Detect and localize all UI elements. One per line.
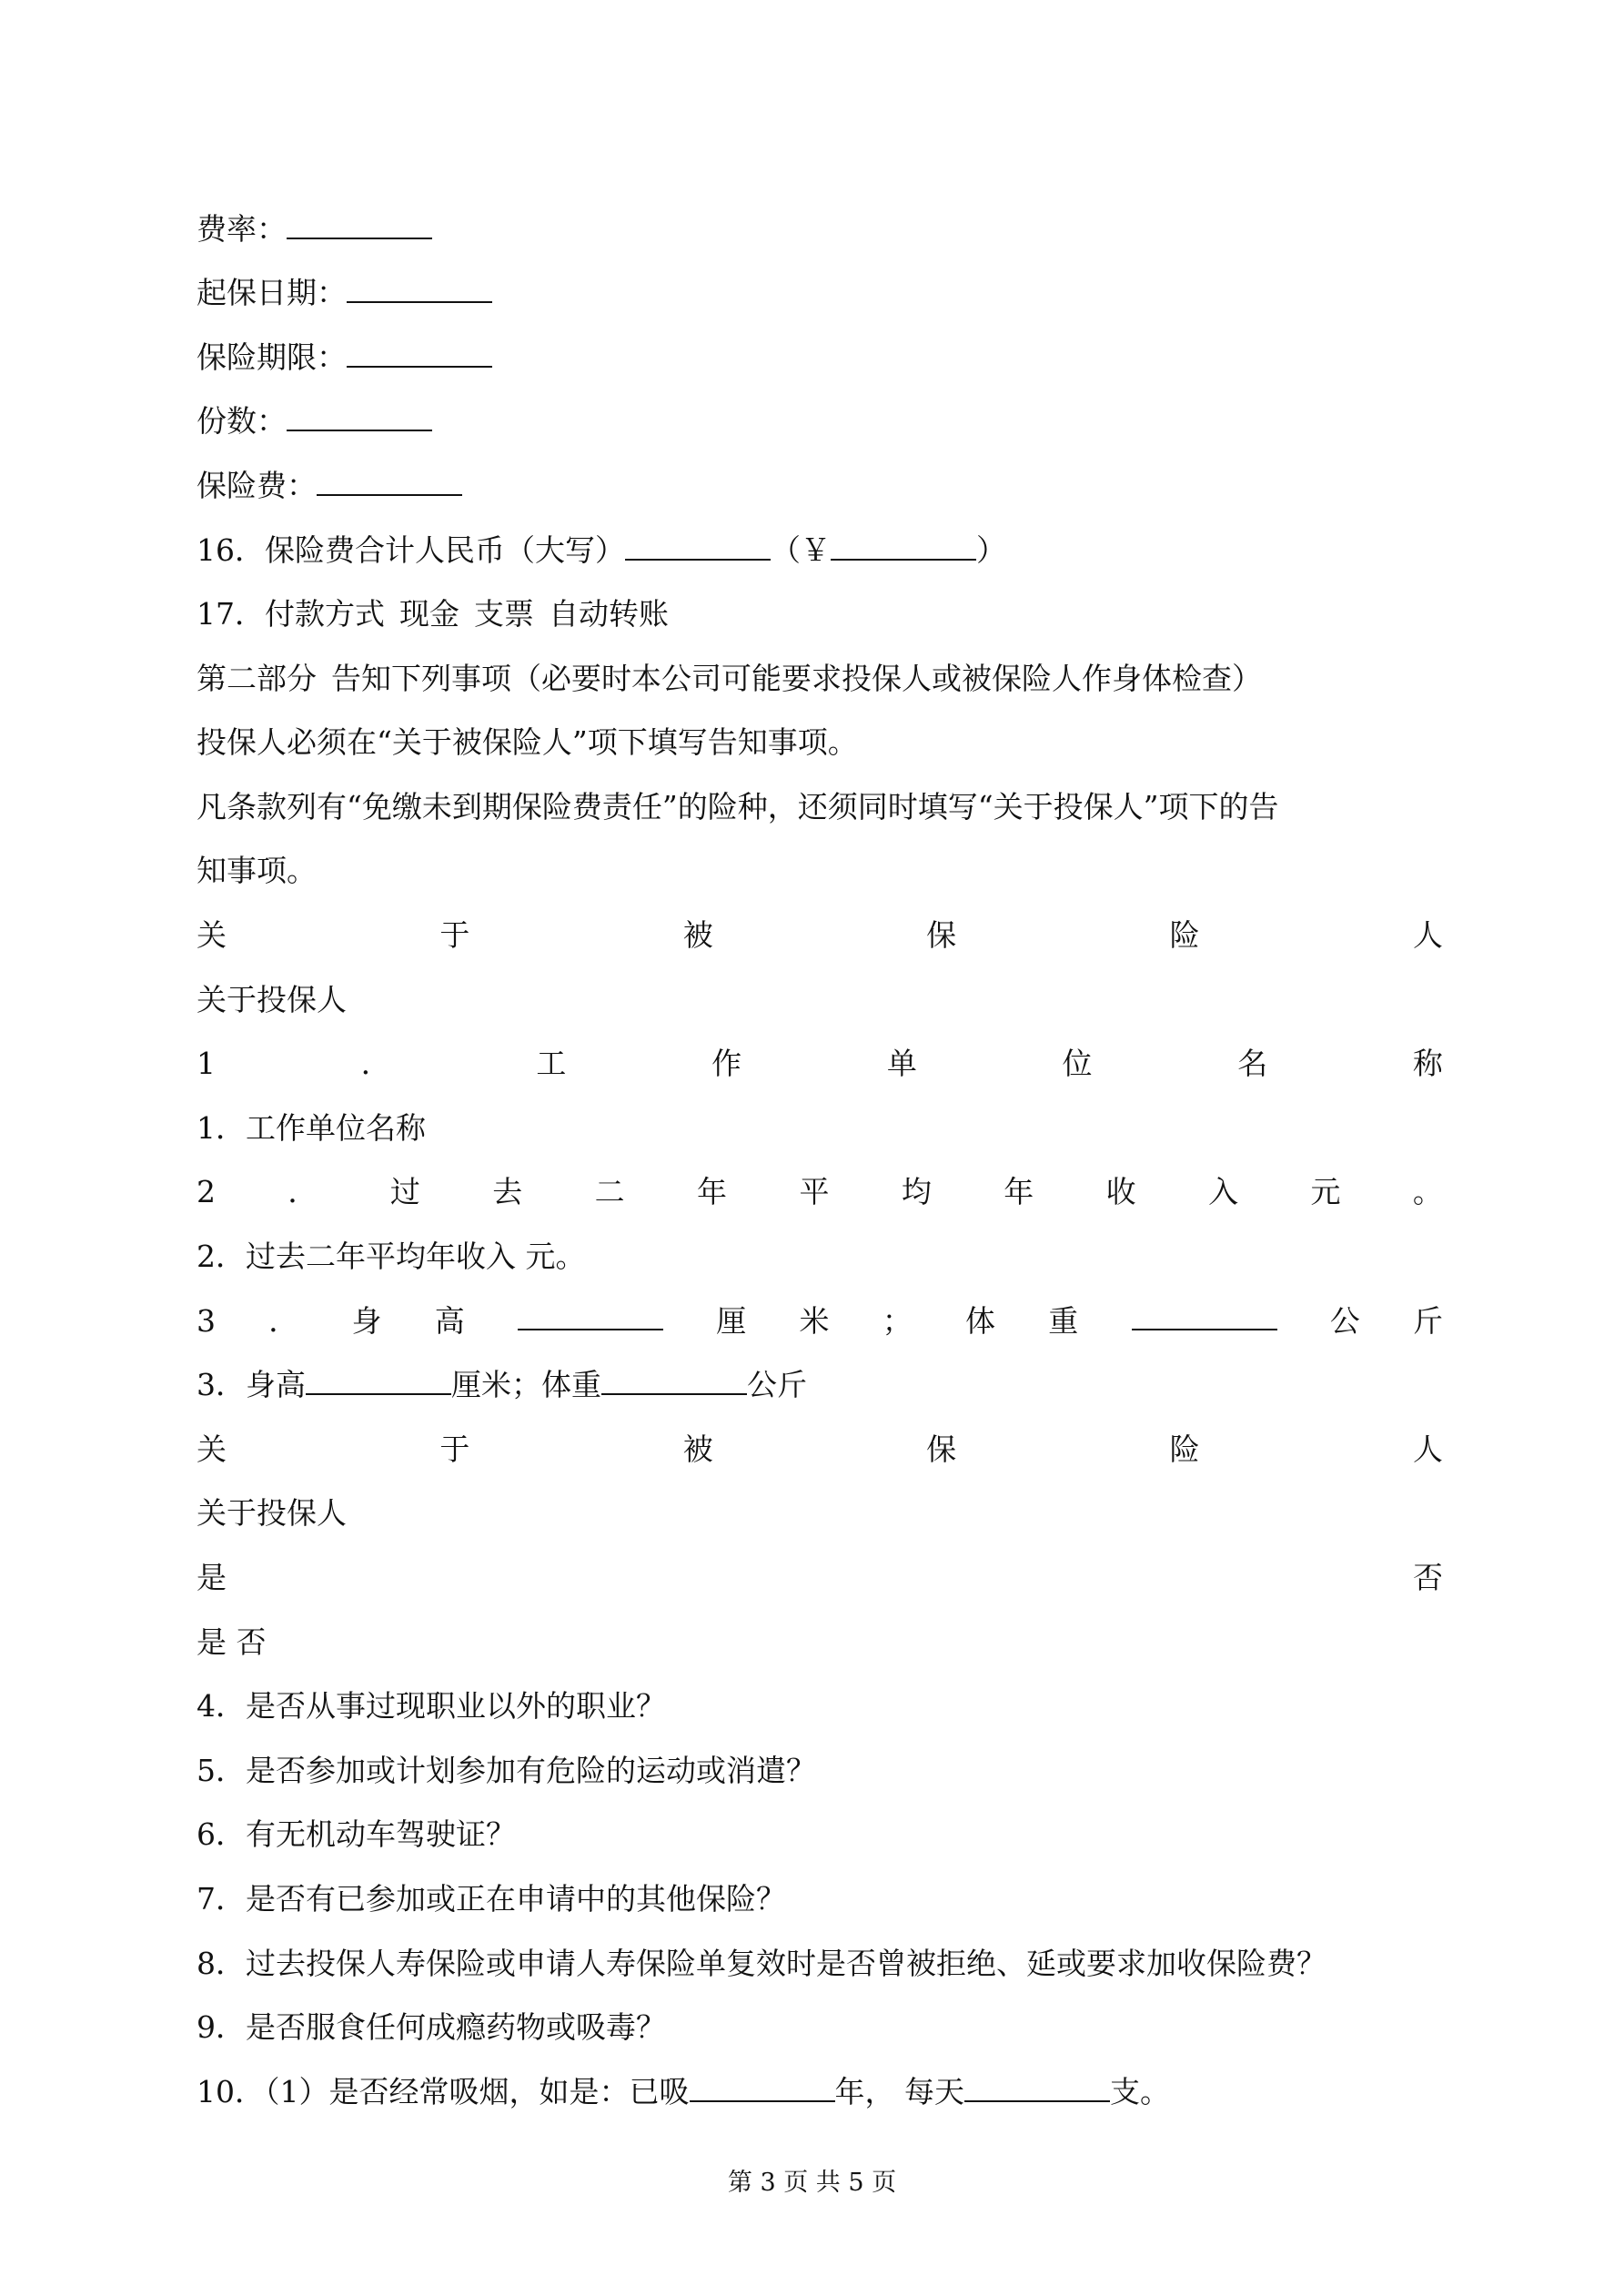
question-9: 9．是否服食任何成瘾药物或吸毒？ <box>197 2009 666 2045</box>
question-5: 5．是否参加或计划参加有危险的运动或消遣？ <box>197 1753 816 1788</box>
no-label: 否 <box>1413 1560 1443 1595</box>
weight-blank-spread[interactable] <box>1132 1303 1277 1330</box>
question-7: 7．是否有已参加或正在申请中的其他保险？ <box>197 1881 786 1917</box>
q2-char: ． <box>287 1174 318 1209</box>
q3-mid: 厘米；体重 <box>451 1367 601 1402</box>
item16-amount-blank[interactable] <box>831 533 976 561</box>
premium-blank[interactable] <box>317 469 462 496</box>
para1: 投保人必须在“关于被保险人”项下填写告知事项。 <box>197 724 858 760</box>
header-char: 关 <box>197 1431 227 1467</box>
q2-char: 2 <box>197 1174 216 1209</box>
header-char: 被 <box>682 1431 713 1467</box>
q2-spread <box>197 1174 1443 1210</box>
period-label: 保险期限： <box>197 339 347 375</box>
q2-char: 二 <box>594 1174 625 1209</box>
period-blank[interactable] <box>347 340 492 368</box>
para2-line2: 知事项。 <box>197 853 317 888</box>
copies-label: 份数： <box>197 403 287 439</box>
weight-blank[interactable] <box>601 1368 747 1395</box>
header-char: 人 <box>1412 1431 1443 1467</box>
header-char: 人 <box>1412 917 1443 953</box>
start-date-label: 起保日期： <box>197 275 347 310</box>
yes-no-combined: 是 否 <box>197 1624 267 1660</box>
question-8: 8．过去投保人寿保险或申请人寿保险单复效时是否曾被拒绝、延或要求加收保险费？ <box>197 1946 1326 1981</box>
item16-open: （￥ <box>771 532 831 568</box>
q1-char: 单 <box>886 1046 917 1081</box>
years-smoked-blank[interactable] <box>690 2075 835 2102</box>
header-char: 保 <box>926 917 957 953</box>
copies-line <box>197 403 1443 440</box>
q2-line: 2．过去二年平均年收入 元。 <box>197 1239 586 1274</box>
q1-char: 称 <box>1412 1046 1443 1081</box>
start-date-line <box>197 275 1443 311</box>
q2-char: 均 <box>901 1174 932 1209</box>
q1-char: 位 <box>1062 1046 1093 1081</box>
q2-char: 年 <box>697 1174 728 1209</box>
payment-option-check[interactable]: 支票 <box>474 596 534 632</box>
part2-text: 告知下列事项（必要时本公司可能要求投保人或被保险人作身体检查） <box>331 661 1262 696</box>
header-char: 被 <box>682 917 713 953</box>
premium-label: 保险费： <box>197 468 317 503</box>
part2-title: 第二部分 <box>197 661 317 696</box>
q2-char: 元 <box>1310 1174 1341 1209</box>
q3-char: 高 <box>434 1303 465 1339</box>
start-date-blank[interactable] <box>347 276 492 303</box>
q1-spread <box>197 1046 1443 1082</box>
about-applicant-header-2: 关于投保人 <box>197 1495 347 1531</box>
period-line <box>197 339 1443 376</box>
item16-line <box>197 532 1443 569</box>
question-6: 6．有无机动车驾驶证？ <box>197 1816 516 1852</box>
q3-char: 3 <box>197 1303 216 1339</box>
para2-line1: 凡条款列有“免缴未到期保险费责任”的险种，还须同时填写“关于投保人”项下的告 <box>197 789 1279 824</box>
q2-char: 年 <box>1004 1174 1034 1209</box>
premium-line <box>197 468 1443 504</box>
q3-char: 重 <box>1048 1303 1079 1339</box>
q2-char: 过 <box>389 1174 420 1209</box>
q10-suffix: 支。 <box>1110 2074 1170 2109</box>
header-char: 险 <box>1169 1431 1200 1467</box>
payment-option-cash[interactable]: 现金 <box>399 596 459 632</box>
yes-no-header <box>197 1560 1443 1596</box>
rate-line <box>197 211 1443 248</box>
item16-close: ） <box>976 532 1006 568</box>
q2-char: 去 <box>492 1174 523 1209</box>
q1-char: 作 <box>711 1046 742 1081</box>
header-char: 保 <box>926 1431 957 1467</box>
q10-mid: 年， 每天 <box>834 2074 964 2109</box>
item16-text: 16．保险费合计人民币（大写） <box>197 532 625 568</box>
q3-char: ． <box>268 1303 299 1339</box>
q3-char: 斤 <box>1413 1303 1443 1339</box>
item16-words-blank[interactable] <box>625 533 771 561</box>
yes-label: 是 <box>197 1560 227 1595</box>
question-10 <box>197 2074 1443 2110</box>
q1-char: 工 <box>536 1046 567 1081</box>
about-insured-header-2 <box>197 1431 1443 1468</box>
about-insured-header <box>197 917 1443 954</box>
q3-line <box>197 1367 1443 1403</box>
rate-label: 费率： <box>197 211 287 247</box>
q2-char: 收 <box>1105 1174 1136 1209</box>
q3-char: 体 <box>965 1303 995 1339</box>
q3-spread <box>197 1303 1443 1340</box>
rate-blank[interactable] <box>287 212 432 239</box>
header-char: 于 <box>439 917 470 953</box>
q3-prefix: 3．身高 <box>197 1367 306 1402</box>
q2-char: 平 <box>799 1174 830 1209</box>
q3-char: 米 <box>799 1303 830 1339</box>
q1-char: 1 <box>197 1046 216 1081</box>
item17-line <box>197 596 1443 632</box>
q3-char: 身 <box>351 1303 382 1339</box>
q3-char: ； <box>882 1303 913 1339</box>
q1-char: 名 <box>1237 1046 1268 1081</box>
part2-heading <box>197 661 1443 697</box>
q1-char: ． <box>360 1046 391 1081</box>
q2-char: 入 <box>1208 1174 1239 1209</box>
q3-char: 公 <box>1329 1303 1360 1339</box>
per-day-blank[interactable] <box>964 2075 1110 2102</box>
header-char: 险 <box>1169 917 1200 953</box>
payment-option-auto-transfer[interactable]: 自动转账 <box>549 596 669 632</box>
q2-char: 。 <box>1412 1174 1443 1209</box>
q3-char: 厘 <box>716 1303 747 1339</box>
height-blank-spread[interactable] <box>518 1303 663 1330</box>
copies-blank[interactable] <box>287 404 432 431</box>
item17-label: 17．付款方式 <box>197 596 385 632</box>
header-char: 于 <box>439 1431 470 1467</box>
question-4: 4．是否从事过现职业以外的职业？ <box>197 1688 666 1724</box>
q3-suffix: 公斤 <box>747 1367 807 1402</box>
header-char: 关 <box>197 917 227 953</box>
height-blank[interactable] <box>306 1368 451 1395</box>
q1-line: 1．工作单位名称 <box>197 1110 426 1146</box>
about-applicant-header: 关于投保人 <box>197 982 347 1017</box>
page-footer: 第 3 页 共 5 页 <box>727 2169 897 2197</box>
q10-prefix: 10．（1）是否经常吸烟，如是：已吸 <box>197 2074 690 2109</box>
